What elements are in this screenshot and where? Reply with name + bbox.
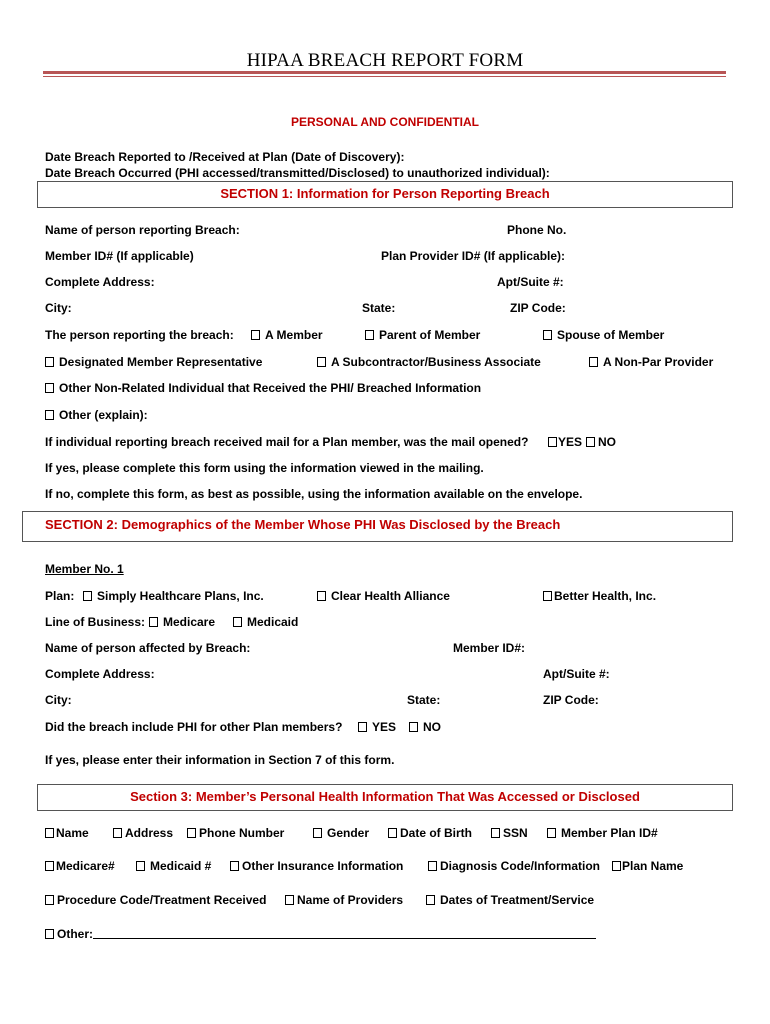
member-id-label: Member ID# (If applicable) [45,249,194,263]
checkbox[interactable] [45,383,54,393]
phone-label: Phone No. [507,223,567,237]
checkbox[interactable] [317,591,326,601]
phi-member-plan-id[interactable]: Member Plan ID# [547,826,658,840]
checkbox[interactable] [313,828,322,838]
checkbox[interactable] [317,357,326,367]
checkbox[interactable] [589,357,598,367]
phi-other[interactable]: Other: [45,927,596,941]
checkbox[interactable] [149,617,158,627]
checkbox[interactable] [547,828,556,838]
apt-label: Apt/Suite #: [497,275,564,289]
section3-header [37,784,733,811]
other-members-no[interactable]: NO [409,720,441,734]
checkbox[interactable] [45,929,54,939]
affected-member-id-label: Member ID#: [453,641,526,655]
lob-medicare[interactable]: Medicare [149,615,215,629]
phi-plan-name[interactable]: Plan Name [612,859,683,873]
phi-dates-of-treatment[interactable]: Dates of Treatment/Service [426,893,594,907]
section3-title: Section 3: Member’s Personal Health Information That Was Accessed or Disclosed [130,789,640,804]
plan-better-health[interactable]: Better Health, Inc. [543,589,656,603]
checkbox[interactable] [45,828,54,838]
title-rule-thick [43,71,726,74]
date-occurred-label: Date Breach Occurred (PHI accessed/transmitted/Disclosed) to unauthorized individual): [45,166,550,180]
date-reported-label: Date Breach Reported to /Received at Plan (Date of Discovery): [45,150,405,164]
checkbox[interactable] [586,437,595,447]
confidential-label: PERSONAL AND CONFIDENTIAL [290,115,479,129]
checkbox[interactable] [365,330,374,340]
plan-simply-healthcare[interactable]: Simply Healthcare Plans, Inc. [83,589,264,603]
checkbox[interactable] [251,330,260,340]
plan-label: Plan: [45,589,75,603]
title-rule-thin [43,76,726,77]
line-of-business-label: Line of Business: [45,615,146,629]
affected-state-label: State: [407,693,441,707]
checkbox[interactable] [233,617,242,627]
address-label: Complete Address: [45,275,155,289]
phi-procedure-code[interactable]: Procedure Code/Treatment Received [45,893,266,907]
option-designated-rep[interactable]: Designated Member Representative [45,355,262,369]
other-fill-line[interactable] [93,927,596,939]
checkbox[interactable] [428,861,437,871]
reporter-name-label: Name of person reporting Breach: [45,223,240,237]
member-no-heading: Member No. 1 [45,562,124,576]
section2-title: SECTION 2: Demographics of the Member Whose PHI Was Disclosed by the Breach [45,517,561,532]
checkbox[interactable] [543,591,552,601]
section1-title: SECTION 1: Information for Person Reporting Breach [220,186,550,201]
phi-date-of-birth[interactable]: Date of Birth [388,826,472,840]
other-members-yes[interactable]: YES [358,720,396,734]
option-spouse-of-member[interactable]: Spouse of Member [543,328,664,342]
checkbox[interactable] [83,591,92,601]
checkbox[interactable] [285,895,294,905]
checkbox[interactable] [426,895,435,905]
option-parent-of-member[interactable]: Parent of Member [365,328,480,342]
reporter-type-label: The person reporting the breach: [45,328,234,342]
checkbox[interactable] [187,828,196,838]
affected-apt-label: Apt/Suite #: [543,667,610,681]
phi-ssn[interactable]: SSN [491,826,528,840]
provider-id-label: Plan Provider ID# (If applicable): [381,249,566,263]
checkbox[interactable] [45,861,54,871]
option-a-member[interactable]: A Member [251,328,323,342]
phi-diagnosis-code[interactable]: Diagnosis Code/Information [428,859,600,873]
checkbox[interactable] [230,861,239,871]
affected-address-label: Complete Address: [45,667,155,681]
phi-gender[interactable]: Gender [313,826,369,840]
checkbox[interactable] [543,330,552,340]
mail-opened-yes[interactable]: YES [548,435,582,449]
if-yes-instruction: If yes, please complete this form using the information viewed in the mailing. [45,461,484,475]
checkbox[interactable] [45,357,54,367]
checkbox[interactable] [409,722,418,732]
phi-other-insurance[interactable]: Other Insurance Information [230,859,403,873]
mail-opened-question: If individual reporting breach received mail for a Plan member, was the mail opened? [45,435,529,449]
option-subcontractor[interactable]: A Subcontractor/Business Associate [317,355,541,369]
mail-opened-no[interactable]: NO [586,435,616,449]
checkbox[interactable] [45,895,54,905]
option-non-par-provider[interactable]: A Non-Par Provider [589,355,713,369]
phi-phone-number[interactable]: Phone Number [187,826,284,840]
city-label: City: [45,301,72,315]
affected-city-label: City: [45,693,72,707]
phi-name-of-providers[interactable]: Name of Providers [285,893,403,907]
affected-name-label: Name of person affected by Breach: [45,641,251,655]
checkbox[interactable] [136,861,145,871]
form-title: HIPAA BREACH REPORT FORM [246,50,524,71]
checkbox[interactable] [388,828,397,838]
section1-header [37,181,733,208]
phi-name[interactable]: Name [45,826,89,840]
plan-clear-health[interactable]: Clear Health Alliance [317,589,450,603]
checkbox[interactable] [358,722,367,732]
option-other-explain[interactable]: Other (explain): [45,408,148,422]
zip-label: ZIP Code: [510,301,566,315]
checkbox[interactable] [113,828,122,838]
phi-address[interactable]: Address [113,826,173,840]
phi-medicare[interactable]: Medicare# [45,859,115,873]
phi-medicaid[interactable]: Medicaid # [136,859,211,873]
lob-medicaid[interactable]: Medicaid [233,615,298,629]
section2-header [22,511,733,542]
option-other-non-related[interactable]: Other Non-Related Individual that Received the PHI/ Breached Information [45,381,481,395]
checkbox[interactable] [612,861,621,871]
section7-instruction: If yes, please enter their information in Section 7 of this form. [45,753,395,767]
if-no-instruction: If no, complete this form, as best as possible, using the information available on the envelope. [45,487,583,501]
other-members-question: Did the breach include PHI for other Plan members? [45,720,343,734]
affected-zip-label: ZIP Code: [543,693,599,707]
checkbox[interactable] [548,437,557,447]
checkbox[interactable] [491,828,500,838]
checkbox[interactable] [45,410,54,420]
state-label: State: [362,301,396,315]
